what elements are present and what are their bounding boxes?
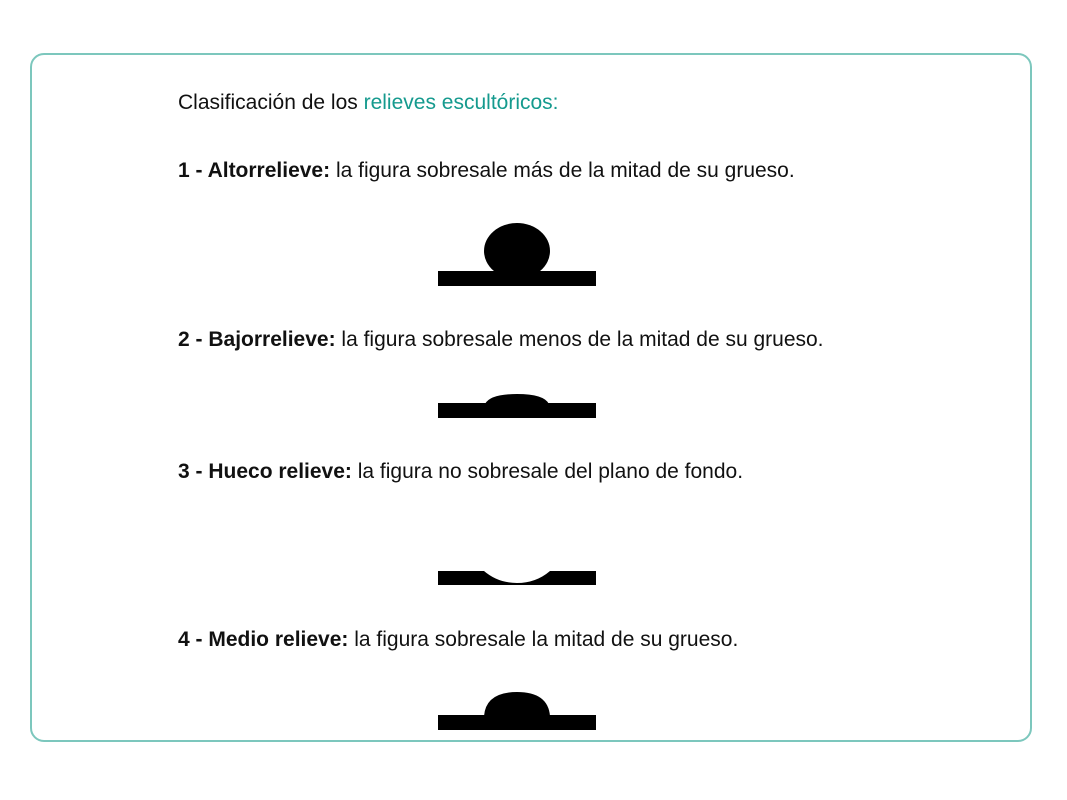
item-term: Medio relieve: [208,628,349,651]
intro-prefix: Clasificación de los [178,91,364,114]
intro-suffix: : [552,91,559,114]
intro-highlight: relieves escultóricos [363,91,553,114]
item-description: la figura no sobresale del plano de fondo. [351,460,744,483]
low-relief-profile-icon [438,390,596,420]
item-number: 3 - [178,460,209,483]
intro-heading [178,90,559,116]
item-description: la figura sobresale menos de la mitad de su grueso. [335,328,824,351]
relief-item-altorrelieve [178,158,795,184]
item-term: Bajorrelieve: [208,328,336,351]
item-term: Hueco relieve: [208,460,352,483]
item-number: 2 - [178,328,209,351]
item-number: 1 - [178,159,208,182]
item-description: la figura sobresale más de la mitad de su grueso. [330,159,795,182]
relief-item-hueco-relieve [178,459,743,485]
item-number: 4 - [178,628,209,651]
medium-relief-profile-icon [438,688,596,732]
item-term: Altorrelieve: [207,159,331,182]
high-relief-profile-icon [438,220,596,288]
sunken-relief-profile-icon [438,560,596,588]
item-description: la figura sobresale la mitad de su grueso. [348,628,739,651]
relief-item-bajorrelieve [178,327,824,353]
relief-item-medio-relieve [178,627,738,653]
